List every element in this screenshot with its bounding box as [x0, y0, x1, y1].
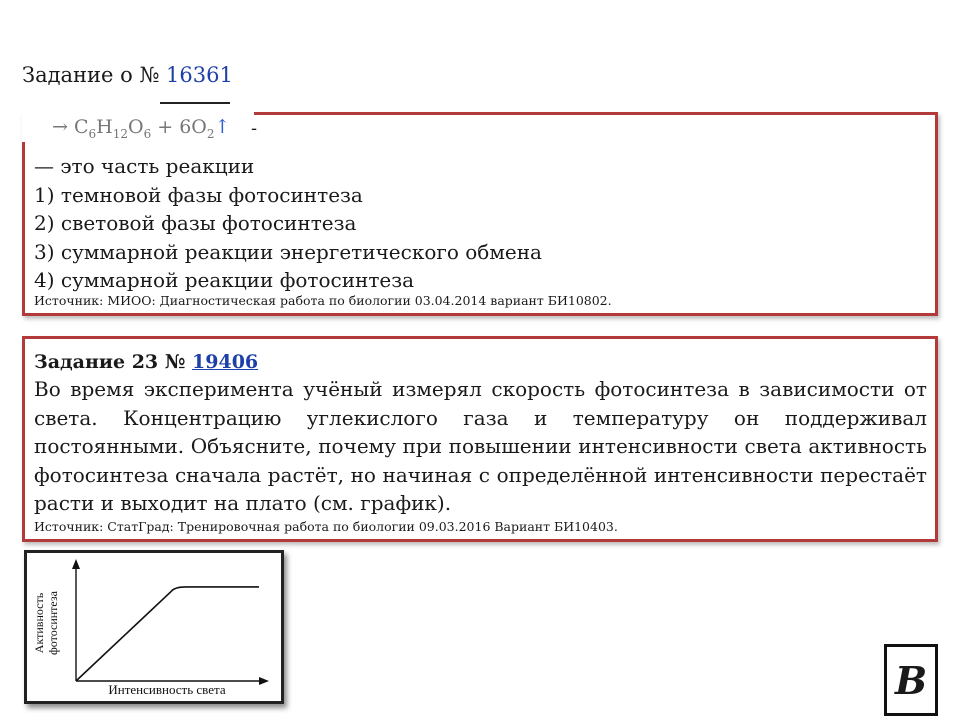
task2-box [22, 336, 938, 542]
task1-title [22, 62, 233, 88]
y-axis-label-line2: фотосинтеза [46, 591, 60, 655]
x-axis-label: Интенсивность света [108, 682, 226, 697]
task1-option-1: 1) темновой фазы фотосинтеза [34, 182, 363, 207]
logo [884, 644, 938, 716]
task1-option-3: 3) суммарной реакции энергетического обмена [34, 239, 542, 264]
series-line [76, 587, 259, 681]
task1-number-link[interactable]: 16361 [166, 63, 233, 87]
photosynthesis-graph [24, 550, 284, 704]
task2-body: Во время эксперимента учёный измерял скорость фотосинтеза в зависимости от света. Концентрацию углекислого газа и температуру он поддерживал постоянными. Объясните, почему при повышении интенсивности света активность фотосинтеза сначала растёт, но начиная с определённой интенсивности перестаёт расти и выходит на плато (см. график). [34, 377, 927, 515]
formula-fragment [22, 98, 258, 142]
task2-source: Источник: СтатГрад: Тренировочная работа по биологии 09.03.2016 Вариант БИ10403. [34, 519, 618, 534]
task2-title [34, 349, 927, 375]
x-axis-arrow [259, 677, 269, 685]
task1-source: Источник: МИОО: Диагностическая работа по биологии 03.04.2014 вариант БИ10802. [34, 293, 612, 308]
task2-content [34, 349, 927, 518]
y-axis-label-line1: Активность [32, 592, 46, 654]
y-axis-arrow [72, 559, 80, 569]
task1-title-prefix: Задание о № [22, 63, 160, 87]
task1-option-2: 2) световой фазы фотосинтеза [34, 211, 357, 235]
task1-box [22, 112, 938, 316]
logo-glyph: B [894, 657, 928, 703]
formula-equation: → $C_6H_{12}O_6$ + $6O_2↑$ [52, 116, 231, 141]
task1-option-4: 4) суммарной реакции фотосинтеза [34, 268, 415, 292]
formula-overline [160, 102, 230, 104]
task2-number-link[interactable]: 19406 [192, 351, 259, 373]
graph-svg [27, 553, 281, 701]
formula-dash: - [251, 118, 258, 139]
task2-title-prefix: Задание 23 № [34, 351, 186, 373]
task1-line-intro: — это часть реакции [34, 154, 255, 178]
task1-lines [34, 152, 542, 295]
